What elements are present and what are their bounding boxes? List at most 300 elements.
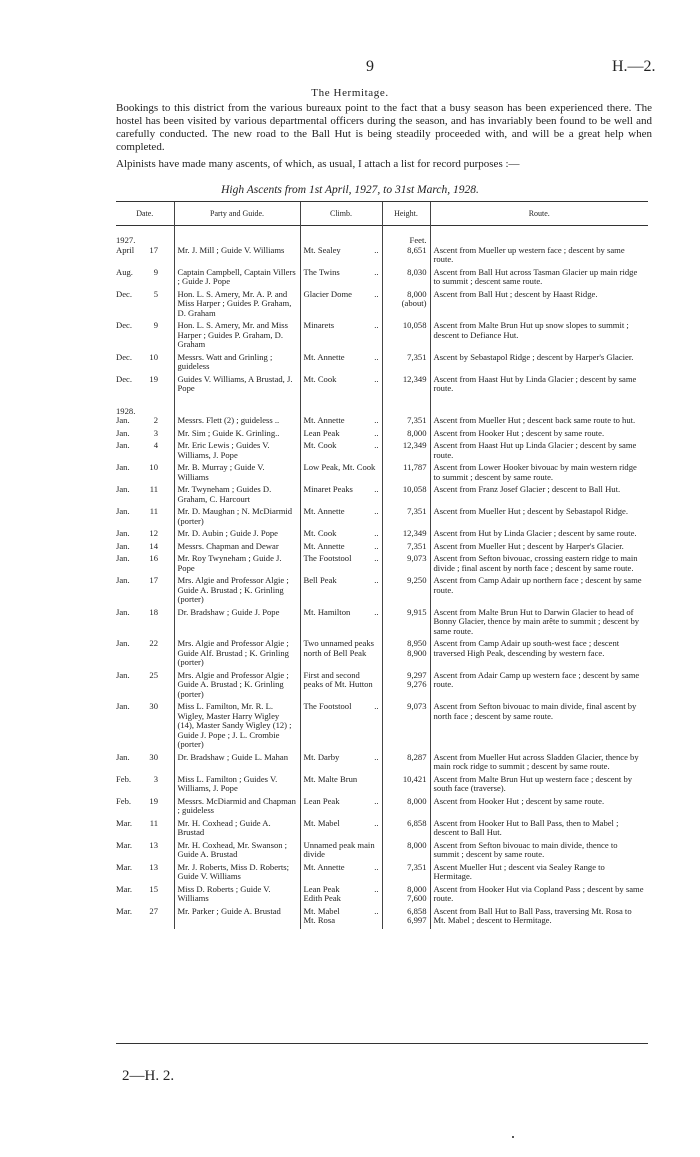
cell-text: Mt. Annette [303, 861, 345, 872]
cell-text: 11,787 [403, 462, 427, 472]
cell-text: 8,000 [407, 839, 427, 850]
day: 11 [149, 484, 158, 494]
party-cell: Messrs. Flett (2) ; guideless .. [174, 416, 300, 429]
leader-dots: .. [374, 266, 379, 277]
height-cell [382, 885, 430, 907]
table-row [116, 485, 648, 507]
leader-dots: .. [374, 553, 379, 563]
table-row [116, 246, 648, 268]
list-intro-paragraph: Alpinists have made many ascents, of which, as usual, I attach a list for record purposes :— [116, 158, 520, 170]
date-cell [116, 463, 174, 485]
month: Jan. [116, 415, 130, 425]
table-row [116, 321, 648, 353]
leader-dots: .. [374, 817, 379, 828]
party-cell: Mr. Parker ; Guide A. Brustad [174, 907, 300, 929]
climb-cell [300, 554, 382, 576]
month: Jan. [116, 540, 130, 551]
date-cell [116, 576, 174, 608]
date-cell [116, 907, 174, 929]
day: 17 [149, 244, 158, 255]
cell-text: Mt. Malte Brun [303, 773, 358, 784]
cell-text: Mt. Annette [303, 351, 345, 362]
day: 13 [149, 861, 158, 872]
route-cell: Ascent from Malte Brun Hut up western face ; descent by south face (traverse). [433, 773, 633, 793]
cell-text: The Twins [303, 266, 340, 277]
height-cell [382, 608, 430, 640]
table-row [116, 841, 648, 863]
table-row [116, 702, 648, 753]
cell-text: Mt. Sealey [303, 244, 341, 255]
height-cell [382, 290, 430, 322]
day: 16 [149, 553, 158, 563]
climb-cell [300, 753, 382, 775]
cell-text: 8,651 [407, 244, 427, 255]
route-cell: Ascent from Hooker Hut via Copland Pass ; descent by same route. [433, 883, 644, 903]
party-cell: Dr. Bradshaw ; Guide L. Mahan [174, 753, 300, 775]
height-cell [382, 353, 430, 375]
height-cell [382, 321, 430, 353]
date-cell [116, 321, 174, 353]
cell-text: The Footstool [303, 701, 352, 711]
date-cell [116, 639, 174, 671]
climb-cell [300, 863, 382, 885]
document-reference: H.—2. [612, 58, 656, 75]
day: 2 [153, 415, 158, 425]
party-cell: Hon. L. S. Amery, Mr. and Miss Harper ; Guides P. Graham, D. Graham [174, 321, 300, 353]
day: 12 [149, 528, 158, 538]
page-number: 9 [366, 58, 374, 75]
climb-cell [300, 907, 382, 929]
height-cell [382, 907, 430, 929]
table-row [116, 416, 648, 429]
cell-line: Lean Peak [303, 883, 340, 894]
month: Jan. [116, 669, 130, 680]
cell-text: Mt. Annette [303, 415, 345, 425]
cell-text: 12,349 [402, 373, 427, 384]
climb-cell [300, 290, 382, 322]
route-cell: Ascent from Mueller Hut ; descent by Harper's Glacier. [433, 540, 624, 551]
cell-text: 10,421 [402, 773, 427, 784]
climb-cell [300, 639, 382, 671]
month: Jan. [116, 427, 130, 438]
leader-dots: .. [374, 427, 379, 438]
date-cell [116, 671, 174, 703]
day: 5 [153, 288, 158, 299]
cell-text: 8,000 [407, 427, 427, 438]
cell-text: 7,351 [407, 415, 427, 425]
table-row [116, 819, 648, 841]
day: 22 [149, 638, 158, 648]
cell-text: 7,351 [407, 506, 427, 516]
route-cell: Ascent from Ball Hut ; descent by Haast Ridge. [433, 288, 598, 299]
climb-cell [300, 797, 382, 819]
climb-cell [300, 885, 382, 907]
day: 3 [153, 427, 158, 438]
height-cell [382, 639, 430, 671]
month: Jan. [116, 751, 130, 762]
climb-cell [300, 702, 382, 753]
climb-cell [300, 507, 382, 529]
route-cell: Ascent by Sebastapol Ridge ; descent by Harper's Glacier. [433, 351, 634, 362]
leader-dots: .. [374, 751, 379, 762]
party-cell: Messrs. Watt and Grinling ; guideless [174, 353, 300, 375]
height-cell [382, 775, 430, 797]
cell-text: Lean Peak [303, 795, 340, 806]
empty-cell [430, 397, 648, 417]
leader-dots: .. [374, 701, 379, 711]
cell-line: Mt. Mabel [303, 905, 340, 916]
route-cell: Ascent from Hooker Hut ; descent by same route. [433, 427, 605, 438]
height-cell [382, 463, 430, 485]
route-cell: Ascent from Mueller Hut ; descent by Sebastapol Ridge. [433, 506, 629, 516]
climb-cell [300, 576, 382, 608]
table-row [116, 529, 648, 542]
height-cell [382, 753, 430, 775]
month: Jan. [116, 528, 130, 538]
cell-text: 10,058 [402, 484, 427, 494]
leader-dots: .. [374, 528, 379, 538]
day: 10 [149, 462, 158, 472]
table-row [116, 353, 648, 375]
table-row [116, 608, 648, 640]
month: Dec. [116, 288, 132, 299]
cell-line: 9,276 [407, 679, 427, 689]
cell-text: Two unnamed peaks north of Bell Peak [303, 638, 375, 658]
height-cell [382, 246, 430, 268]
leader-dots: .. [374, 320, 379, 330]
day: 19 [149, 373, 158, 384]
column-header-date: Date. [116, 202, 174, 226]
cell-text: 7,351 [407, 861, 427, 872]
day: 9 [153, 320, 158, 330]
climb-cell [300, 375, 382, 397]
day: 25 [149, 669, 158, 680]
height-unit: Feet. [382, 226, 430, 246]
date-cell [116, 507, 174, 529]
leader-dots: .. [374, 606, 379, 617]
date-cell [116, 797, 174, 819]
day: 11 [149, 817, 158, 828]
date-cell [116, 268, 174, 290]
day: 15 [149, 883, 158, 894]
month: Feb. [116, 795, 132, 806]
empty-cell [430, 226, 648, 246]
climb-cell [300, 819, 382, 841]
month: Mar. [116, 839, 132, 850]
height-cell [382, 863, 430, 885]
date-cell [116, 554, 174, 576]
height-cell [382, 702, 430, 753]
table-row [116, 463, 648, 485]
route-cell: Ascent from Mueller Hut ; descent back same route to hut. [433, 415, 636, 425]
route-cell: Ascent from Malte Brun Hut up snow slopes to summit ; descent to Defiance Hut. [433, 320, 629, 340]
day: 27 [149, 905, 158, 916]
cell-text: 8,287 [407, 751, 427, 762]
cell-line: 8,950 [407, 638, 427, 648]
height-cell [382, 671, 430, 703]
height-cell [382, 841, 430, 863]
month: April [116, 244, 135, 255]
intro-paragraph: Bookings to this district from the various bureaux point to the fact that a busy season has been experienced there. The hostel has been visited by various departmental officers during the season, and has invariably been found to be well and carefully conducted. The new road to the Ball Hut is being steadily proceeded with, and will be a great help when completed. [116, 102, 652, 153]
party-cell: Mr. D. Aubin ; Guide J. Pope [174, 529, 300, 542]
cell-text: Minaret Peaks [303, 484, 353, 494]
cell-text: 8,000 (about) [401, 288, 427, 308]
route-cell: Ascent from Camp Adair up northern face ; descent by same route. [433, 575, 642, 595]
climb-cell [300, 775, 382, 797]
table-row [116, 554, 648, 576]
table-row [116, 576, 648, 608]
date-cell [116, 290, 174, 322]
cell-line: Mt. Rosa [303, 915, 336, 925]
cell-text: Low Peak, Mt. Cook [303, 462, 376, 472]
table-body [116, 226, 648, 929]
party-cell: Dr. Bradshaw ; Guide J. Pope [174, 608, 300, 640]
party-cell: Miss L. Familton ; Guides V. Williams, J. Pope [174, 775, 300, 797]
party-cell: Mr. Eric Lewis ; Guides V. Williams, J. Pope [174, 441, 300, 463]
party-cell: Mr. B. Murray ; Guide V. Williams [174, 463, 300, 485]
cell-text: Lean Peak [303, 427, 340, 438]
ascents-table [116, 202, 648, 929]
month: Dec. [116, 373, 132, 384]
cell-text: Mt. Mabel [303, 817, 340, 828]
climb-cell [300, 246, 382, 268]
leader-dots: .. [374, 795, 379, 806]
route-cell: Ascent from Mueller up western face ; descent by same route. [433, 244, 625, 264]
empty-cell [174, 397, 300, 417]
day: 9 [153, 266, 158, 277]
cell-text: First and second peaks of Mt. Hutton [303, 669, 373, 689]
day: 13 [149, 839, 158, 850]
year-row [116, 397, 648, 417]
party-cell: Mr. Sim ; Guide K. Grinling.. [174, 429, 300, 442]
month: Jan. [116, 638, 130, 648]
month: Mar. [116, 883, 132, 894]
table-row [116, 885, 648, 907]
cell-line: 6,858 [407, 905, 427, 916]
cell-line: 9,297 [407, 669, 427, 680]
table-row [116, 671, 648, 703]
month: Jan. [116, 484, 130, 494]
date-cell [116, 775, 174, 797]
cell-text: Bell Peak [303, 575, 337, 585]
climb-cell [300, 463, 382, 485]
leader-dots: .. [374, 440, 379, 450]
party-cell: Messrs. McDiarmid and Chapman ; guideless [174, 797, 300, 819]
day: 18 [149, 606, 158, 617]
leader-dots: .. [374, 540, 379, 551]
date-cell [116, 485, 174, 507]
cell-line: Edith Peak [303, 893, 341, 903]
table-row [116, 268, 648, 290]
table-row [116, 507, 648, 529]
leader-dots: .. [374, 351, 379, 362]
route-cell: Ascent from Sefton bivouac to main divide, final ascent by north face ; descent by same route. [433, 701, 637, 721]
month: Mar. [116, 905, 132, 916]
party-cell: Miss D. Roberts ; Guide V. Williams [174, 885, 300, 907]
column-header-climb: Climb. [300, 202, 382, 226]
cell-text: Unnamed peak main divide [303, 839, 375, 859]
day: 4 [153, 440, 158, 450]
month: Feb. [116, 773, 132, 784]
leader-dots: .. [374, 506, 379, 516]
leader-dots: .. [374, 575, 379, 585]
leader-dots: .. [374, 905, 379, 916]
column-header-party: Party and Guide. [174, 202, 300, 226]
climb-cell [300, 608, 382, 640]
cell-text: Mt. Darby [303, 751, 340, 762]
leader-dots: .. [374, 861, 379, 872]
table-row [116, 863, 648, 885]
cell-text: 10,058 [402, 320, 427, 330]
date-cell [116, 353, 174, 375]
day: 10 [149, 351, 158, 362]
month: Dec. [116, 320, 132, 330]
route-cell: Ascent from Haast Hut up Linda Glacier ; descent by same route. [433, 440, 637, 460]
height-cell [382, 268, 430, 290]
month: Jan. [116, 701, 130, 711]
cell-line: 8,900 [407, 647, 427, 658]
date-cell [116, 246, 174, 268]
route-cell: Ascent from Haast Hut by Linda Glacier ; descent by same route. [433, 373, 637, 393]
date-cell [116, 753, 174, 775]
party-cell: Mr. J. Roberts, Miss D. Roberts; Guide V. Williams [174, 863, 300, 885]
height-cell [382, 485, 430, 507]
month: Mar. [116, 861, 132, 872]
climb-cell [300, 485, 382, 507]
route-cell: Ascent from Lower Hooker bivouac by main western ridge to summit ; descent by same route. [433, 462, 637, 482]
party-cell: Mr. Roy Twyneham ; Guide J. Pope [174, 554, 300, 576]
route-cell: Ascent Mueller Hut ; descent via Sealey Range to Hermitage. [433, 861, 605, 881]
table-caption: High Ascents from 1st April, 1927, to 31st March, 1928. [221, 184, 479, 196]
section-title: The Hermitage. [311, 87, 389, 99]
cell-text: Mt. Cook [303, 440, 337, 450]
table-row [116, 797, 648, 819]
table-row [116, 907, 648, 929]
height-unit [382, 397, 430, 417]
cell-text: 9,915 [407, 606, 427, 617]
climb-cell [300, 321, 382, 353]
route-cell: Ascent from Hooker Hut to Ball Pass, then to Mabel ; descent to Ball Hut. [433, 817, 619, 837]
height-cell [382, 375, 430, 397]
empty-cell [300, 226, 382, 246]
table-row [116, 375, 648, 397]
leader-dots: .. [374, 288, 379, 299]
month: Aug. [116, 266, 133, 277]
route-cell: Ascent from Ball Hut to Ball Pass, traversing Mt. Rosa to Mt. Mabel ; descent to Hermitage. [433, 905, 632, 925]
cell-text: Mt. Cook [303, 528, 337, 538]
party-cell: Mr. H. Coxhead ; Guide A. Brustad [174, 819, 300, 841]
table-row [116, 639, 648, 671]
month: Dec. [116, 351, 132, 362]
cell-line: 7,600 [407, 893, 427, 903]
leader-dots: .. [374, 415, 379, 425]
date-cell [116, 529, 174, 542]
month: Jan. [116, 462, 130, 472]
route-cell: Ascent from Franz Josef Glacier ; descent to Ball Hut. [433, 484, 621, 494]
table-row [116, 775, 648, 797]
height-cell [382, 554, 430, 576]
cell-text: 6,858 [407, 817, 427, 828]
party-cell: Mrs. Algie and Professor Algie ; Guide Alf. Brustad ; K. Grinling (porter) [174, 639, 300, 671]
month: Jan. [116, 506, 130, 516]
day: 17 [149, 575, 158, 585]
cell-text: 9,250 [407, 575, 427, 585]
column-header-height: Height. [382, 202, 430, 226]
party-cell: Hon. L. S. Amery, Mr. A. P. and Miss Harper ; Guides P. Graham, D. Graham [174, 290, 300, 322]
empty-cell [174, 226, 300, 246]
leader-dots: .. [374, 244, 379, 255]
table-row [116, 290, 648, 322]
party-cell: Messrs. Chapman and Dewar [174, 542, 300, 555]
month: Jan. [116, 575, 130, 585]
cell-line: 6,997 [407, 915, 427, 925]
column-header-route: Route. [528, 209, 550, 219]
date-cell [116, 416, 174, 429]
table-header-row [116, 202, 648, 226]
party-cell: Mr. D. Maughan ; N. McDiarmid (porter) [174, 507, 300, 529]
height-cell [382, 819, 430, 841]
date-cell [116, 702, 174, 753]
cell-text: Mt. Annette [303, 506, 345, 516]
month: Jan. [116, 606, 130, 617]
table-bottom-rule [116, 1043, 648, 1044]
leader-dots: .. [374, 484, 379, 494]
route-cell: Ascent from Sefton bivouac to main divide, thence to summit ; descent by same route. [433, 839, 618, 859]
cell-text: 8,030 [407, 266, 427, 277]
leader-dots: .. [374, 373, 379, 384]
date-cell [116, 841, 174, 863]
table-row [116, 441, 648, 463]
year-cell: 1927. [116, 226, 174, 246]
height-cell [382, 576, 430, 608]
cell-text: 12,349 [402, 440, 427, 450]
date-cell [116, 441, 174, 463]
day: 14 [149, 540, 158, 551]
cell-text: Mt. Annette [303, 540, 345, 551]
route-cell: Ascent from Sefton bivouac, crossing eastern ridge to main divide ; final ascent by north face ; descent by same route. [433, 553, 638, 573]
climb-cell [300, 841, 382, 863]
route-cell: Ascent from Adair Camp up western face ; descent by same route. [433, 669, 640, 689]
cell-text: Mt. Cook [303, 373, 337, 384]
printing-speck [512, 1136, 514, 1138]
route-cell: Ascent from Hut by Linda Glacier ; descent by same route. [433, 528, 637, 538]
cell-text: Minarets [303, 320, 335, 330]
cell-text: 7,351 [407, 351, 427, 362]
height-cell [382, 507, 430, 529]
date-cell [116, 375, 174, 397]
climb-cell [300, 353, 382, 375]
empty-cell [300, 397, 382, 417]
route-cell: Ascent from Ball Hut across Tasman Glacier up main ridge to summit ; descent same route. [433, 266, 638, 286]
year-cell: 1928. [116, 397, 174, 417]
party-cell: Guides V. Williams, A Brustad, J. Pope [174, 375, 300, 397]
climb-cell [300, 268, 382, 290]
date-cell [116, 608, 174, 640]
route-cell: Ascent from Malte Brun Hut to Darwin Glacier to head of Bonny Glacier, thence by main arête to summit ; descent by same route. [433, 606, 640, 636]
footer-signature: 2—H. 2. [122, 1068, 175, 1084]
route-cell: Ascent from Mueller Hut across Sladden Glacier, thence by main rock ridge to summit ; descent by same route. [433, 751, 639, 771]
party-cell: Mrs. Algie and Professor Algie ; Guide A. Brustad ; K. Grinling (porter) [174, 671, 300, 703]
date-cell [116, 819, 174, 841]
day: 19 [149, 795, 158, 806]
date-cell [116, 885, 174, 907]
party-cell: Mr. H. Coxhead, Mr. Swanson ; Guide A. Brustad [174, 841, 300, 863]
party-cell: Miss L. Familton, Mr. R. L. Wigley, Master Harry Wigley (14), Master Sandy Wigley (12) ; Guide J. Pope ; J. L. Crombie (porter) [174, 702, 300, 753]
climb-cell [300, 671, 382, 703]
cell-text: 9,073 [407, 701, 427, 711]
route-cell: Ascent from Hooker Hut ; descent by same route. [433, 795, 605, 806]
height-cell [382, 797, 430, 819]
